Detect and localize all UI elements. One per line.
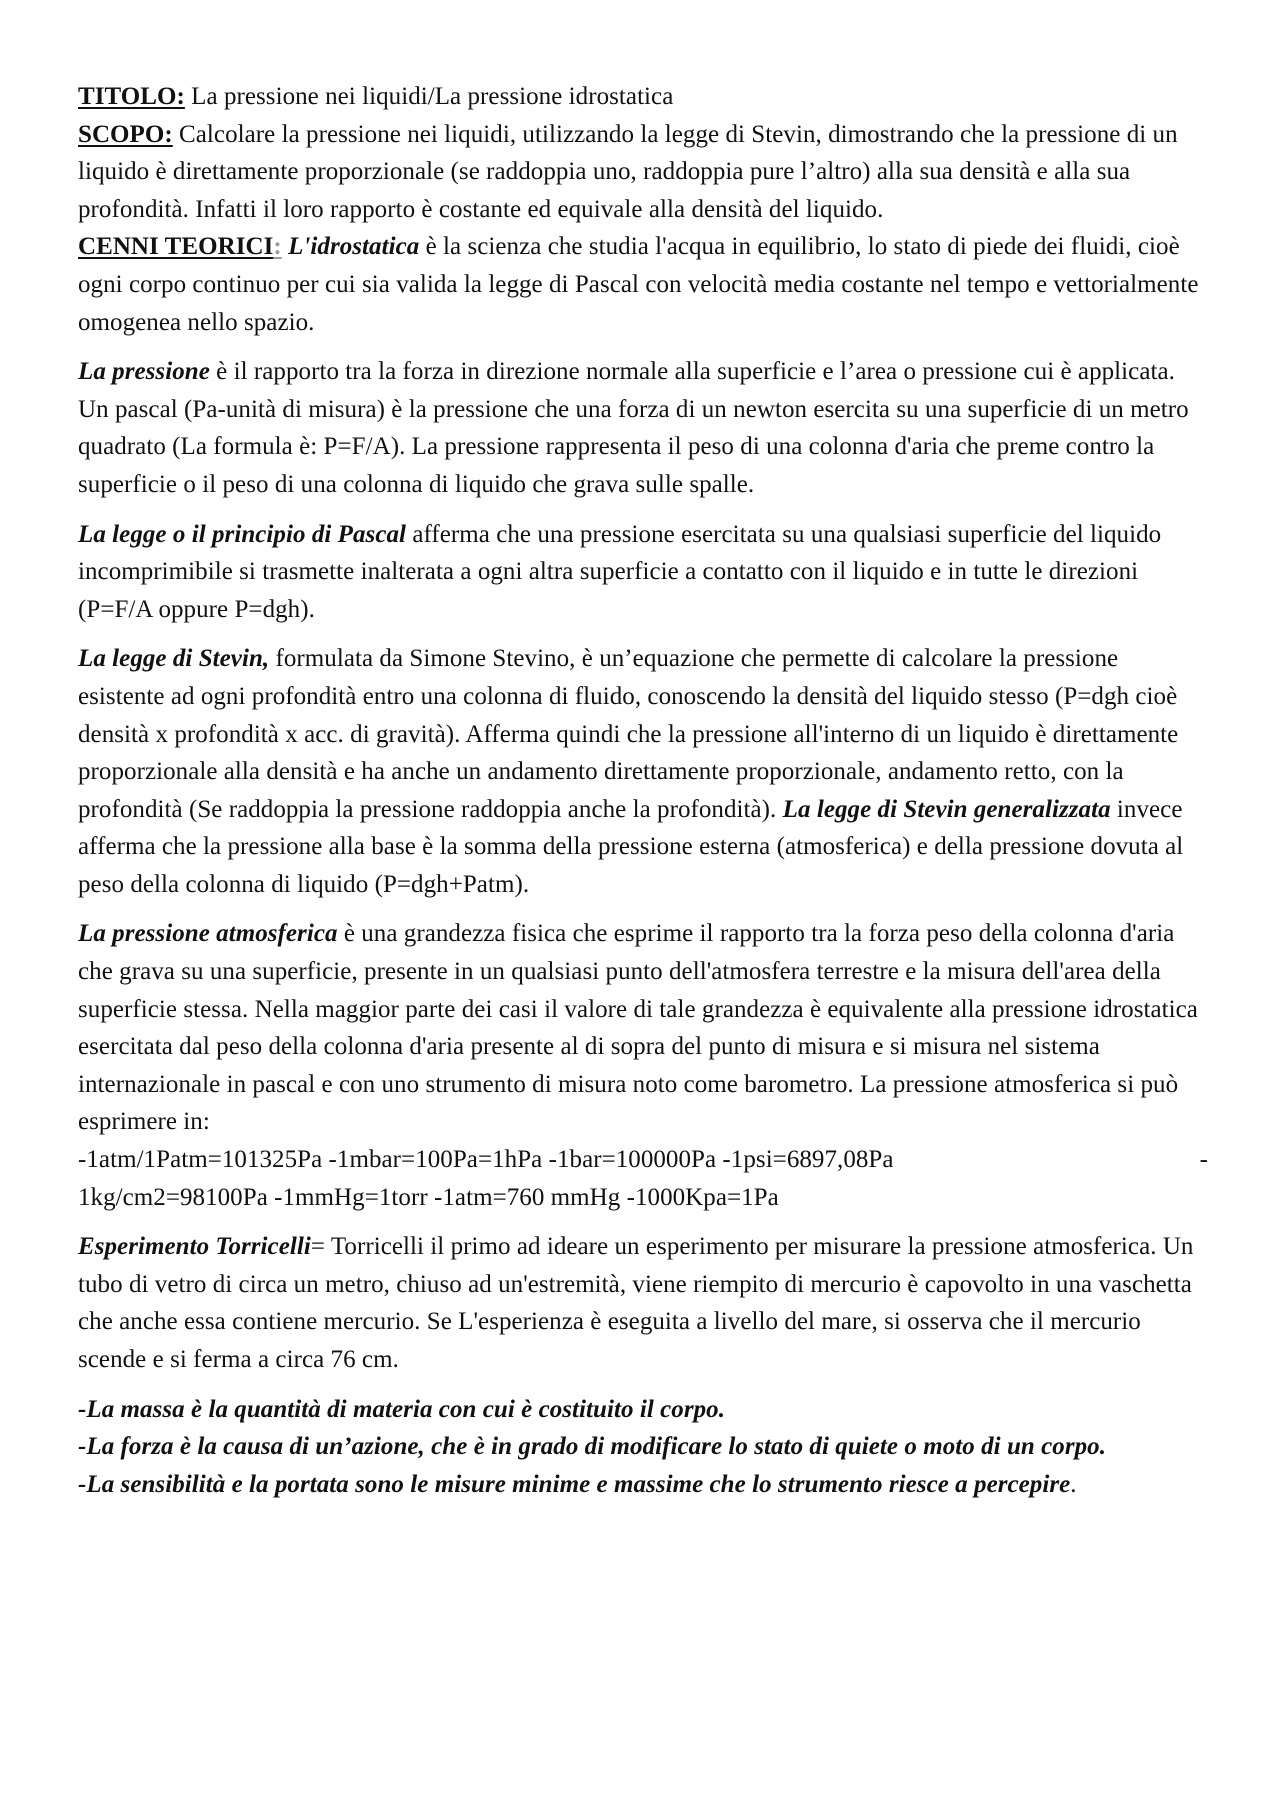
- torricelli-paragraph: [78, 1228, 1208, 1378]
- definizione-massa: -La massa è la quantità di materia con cui è costituito il corpo.: [78, 1395, 726, 1423]
- titolo-paragraph: [78, 78, 1208, 116]
- torricelli-text: = Torricelli il primo ad ideare un esperimento per misurare la pressione atmosferica. Un tubo di vetro di circa un metro, chiuso ad un'estremità, viene riempito di mercurio è capovolto in una vaschetta che anche essa contiene mercurio. Se L'esperienza è eseguita a livello del mare, si osserva che il mercurio scende e si ferma a circa 76 cm.: [78, 1233, 1194, 1373]
- document-page: [78, 78, 1208, 1503]
- pascal-text: afferma che una pressione esercitata su una qualsiasi superficie del liquido incomprimibile si trasmette inalterata a ogni altra superficie a contatto con il liquido e in tutte le direzioni (P=F/A oppure P=dgh).: [78, 520, 1162, 623]
- units-line-1-text: -1atm/1Patm=101325Pa -1mbar=100Pa=1hPa -1bar=100000Pa -1psi=6897,08Pa: [78, 1146, 894, 1174]
- idrostatica-term: L'idrostatica: [281, 233, 420, 261]
- scopo-text: Calcolare la pressione nei liquidi, utilizzando la legge di Stevin, dimostrando che la pressione di un liquido è direttamente proporzionale (se raddoppia uno, raddoppia pure l’altro) alla sua densità e alla sua profondità. Infatti il loro rapporto è costante ed equivale alla densità del liquido.: [78, 120, 1178, 223]
- stevin-paragraph: [78, 640, 1208, 903]
- cenni-teorici-label: CENNI TEORICI: [78, 233, 274, 261]
- definizione-forza: -La forza è la causa di un’azione, che è in grado di modificare lo stato di quiete o moto di un corpo.: [78, 1433, 1107, 1461]
- definizione-sensibilita: -La sensibilità e la portata sono le misure minime e massime che lo strumento riesce a percepire: [78, 1470, 1071, 1498]
- pascal-term: La legge o il principio di Pascal: [78, 520, 407, 548]
- units-line-1: [78, 1141, 1208, 1179]
- torricelli-term: Esperimento Torricelli: [78, 1233, 311, 1261]
- titolo-label: TITOLO:: [78, 83, 185, 110]
- cenni-teorici-colon: :: [273, 233, 282, 261]
- scopo-label: SCOPO:: [78, 120, 173, 148]
- titolo-text: La pressione nei liquidi/La pressione idrostatica: [184, 83, 674, 110]
- pressione-term: La pressione: [78, 358, 210, 386]
- definizione-sensibilita-period: .: [1070, 1470, 1077, 1498]
- stevin-text: formulata da Simone Stevino, è un’equazione che permette di calcolare la pressione esistente ad ogni profondità entro una colonna di fluido, conoscendo la densità del liquido stesso (P=dgh cioè densità x profondità x acc. di gravità). Afferma quindi che la pressione all'interno di un liquido è direttamente proporzionale alla densità e ha anche un andamento direttamente proporzionale, andamento retto, con la profondità (Se raddoppia la pressione raddoppia anche la profondità).: [78, 645, 1179, 823]
- units-line-2: 1kg/cm2=98100Pa -1mmHg=1torr -1atm=760 mmHg -1000Kpa=1Pa: [78, 1183, 779, 1211]
- stevin-term: La legge di Stevin,: [78, 645, 270, 673]
- pressione-atmosferica-term: La pressione atmosferica: [78, 920, 338, 948]
- stevin-generalizzata-text: invece afferma che la pressione alla base è la somma della pressione esterna (atmosferica) e della pressione dovuta al peso della colonna di liquido (P=dgh+Patm).: [78, 795, 1184, 898]
- scopo-paragraph: [78, 116, 1208, 229]
- pressione-text: è il rapporto tra la forza in direzione normale alla superficie e l’area o pressione cui è applicata. Un pascal (Pa-unità di misura) è la pressione che una forza di un newton esercita su una superficie di un metro quadrato (La formula è: P=F/A). La pressione rappresenta il peso di una colonna d'aria che preme contro la superficie o il peso di una colonna di liquido che grava sulle spalle.: [78, 358, 1189, 498]
- definizione-sensibilita-paragraph: [78, 1466, 1208, 1504]
- pascal-paragraph: [78, 516, 1208, 629]
- pressione-atmosferica-text: è una grandezza fisica che esprime il rapporto tra la forza peso della colonna d'aria che grava su una superficie, presente in un qualsiasi punto dell'atmosfera terrestre e la misura dell'area della superficie stessa. Nella maggior parte dei casi il valore di tale grandezza è equivalente alla pressione idrostatica esercitata dal peso della colonna d'aria presente al di sopra del punto di misura e si misura nel sistema internazionale in pascal e con uno strumento di misura noto come barometro. La pressione atmosferica si può esprimere in:: [78, 920, 1198, 1136]
- cenni-teorici-paragraph: [78, 228, 1208, 341]
- units-line-1-dash: -: [1199, 1146, 1208, 1174]
- pressione-atmosferica-paragraph: [78, 915, 1208, 1141]
- stevin-generalizzata-term: La legge di Stevin generalizzata: [782, 795, 1111, 823]
- pressione-paragraph: [78, 353, 1208, 503]
- idrostatica-text: è la scienza che studia l'acqua in equilibrio, lo stato di piede dei fluidi, cioè ogni corpo continuo per cui sia valida la legge di Pascal con velocità media costante nel tempo e vettorialmente omogenea nello spazio.: [78, 233, 1199, 336]
